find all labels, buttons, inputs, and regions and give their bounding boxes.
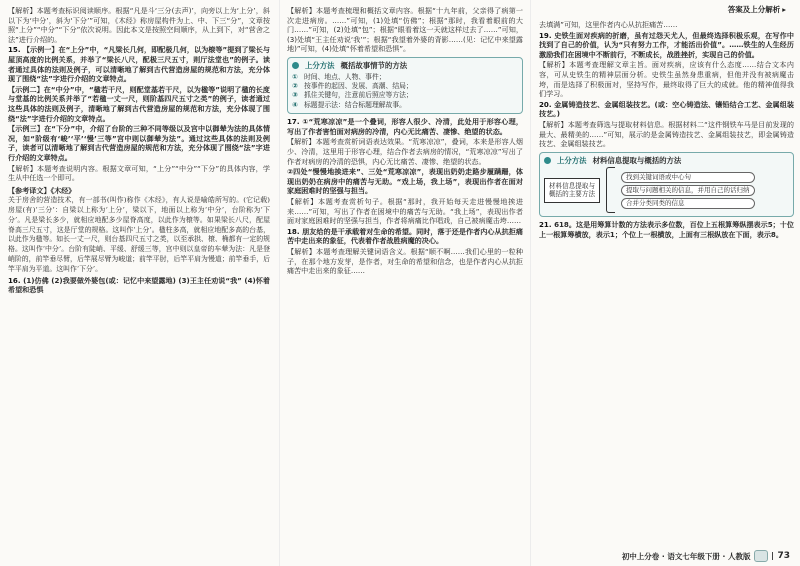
- method-header: [544, 156, 789, 166]
- method-row: [292, 91, 518, 100]
- question-number: 21.: [539, 220, 552, 230]
- method-bullet-icon: [544, 157, 551, 164]
- reference-translation-title: 【参考译文】《木经》: [8, 185, 76, 195]
- diagram-bracket: [606, 167, 615, 213]
- arrow-icon: ▸: [782, 5, 786, 14]
- question-21: [539, 220, 794, 239]
- diagram-item: 提取与问题相关的信息，并用自己的话归纳: [621, 185, 755, 196]
- answer-example-3: 【示例三】在“下分”中，介绍了台阶的三种不同等级以及宫中以御辇为法的具体情况，如“阶级有‘峻’‘平’‘慢’三等”宫中则以御辇为法”。通过这些具体的法则及例子，读者可以清晰地了解到古代营造房屋的规范和方法，充分体现了围绕“法”字进行介绍的文章特点。: [8, 124, 270, 162]
- method-index: ④: [292, 100, 298, 109]
- answer-text: 史铁生面对疾病的折磨，虽有过怨天尤人，但最终选择积极乐观，在写作中找到了自己的价值，认为“只有努力工作，才能活出价值”。……铁生的人生经历激励我们在困境中不断前行，不断成长，战胜挫折，实现自己的价值。: [539, 30, 794, 59]
- question-number: 17.: [287, 117, 300, 127]
- question-15: [8, 45, 270, 83]
- answer-text: 金属铸造技艺、金属组装技艺。(或：空心铸造法、镶铅结合工艺、金属组装技艺。): [539, 99, 794, 119]
- question-number: 18.: [287, 226, 300, 236]
- method-index: ②: [292, 81, 298, 90]
- answer-text: (1)仿佛 (2)我要做外婆包(或：记忆中来望露地) (3)王主任劝说“我” (4)怀着希望和恐惧: [8, 275, 270, 295]
- method-row: [292, 73, 518, 82]
- method-text: 抓住关键句，注意前后照应等方法；: [304, 91, 413, 100]
- method-text: 按事件的起因、发展、高潮、结局；: [304, 81, 413, 90]
- analysis-text: 【解析】本题考查梳理和概括文章内容。根据“十九年前，父亲得了病第一次走进病房。……”可知，(1)处填“仿佛”；根据“那时，我看着眼前的大门……”可知，(2)处填“包”；根据“眼看着这一天就这样过去了……”可知，(3)处填“王主任劝说‘我’”；根据“我望着外婆的背影……(见：记忆中来望露地)”可知，(4)处填“怀着希望和恐惧”。: [287, 6, 523, 54]
- diagram-item: 合并分类同类的信息: [621, 198, 755, 209]
- diagram-items: [621, 172, 755, 209]
- question-number: 20.: [539, 99, 552, 109]
- answer-text: 朋友给的是干承载着对生命的希望。同时，落于还是作者内心从抗拒痛苦中走出来的象征，代表着作者战胜病魔的决心。: [287, 226, 523, 246]
- diagram-root: 材料信息提取与概括的主要方法: [544, 178, 600, 203]
- reference-translation: 关于房舍的营造技术，有一部书(叫作)称作《木经》，有人说是喻皓所写的。(它记载)房屋(有)‘三分’：自梁以上称为‘上分’，梁以下，地面以上称为‘中分’，台阶称为‘下分’。凡是梁长多少，就相应地配多少屋脊高度，以此作为榱等。如果梁长八尺，配屋脊高三尺五寸，这是厅堂的规格。这叫作‘上分’。楹柱多高，就相应地配多高的台基，以此作为楹等。如长一丈一尺，则台基四尺五寸之类，以至承拱、榱、桷都有一定的规格。这叫作‘中分’。台阶有陡峭、平缓、舒缓三等，宫中则以皇帝的车辇为法：凡是登峭阶的，前竿垂尽臂，后竿展尽臂为峻道；前竿平肘，后竿平肩为慢道；前竿垂手，后竿平肩为平道。这叫作‘下分’。: [8, 196, 270, 273]
- column-left: [8, 6, 270, 296]
- question-number: 16.: [8, 275, 21, 285]
- method-subtitle: 材料信息提取与概括的方法: [592, 155, 682, 165]
- column-middle: [287, 6, 523, 277]
- method-index: ①: [292, 72, 298, 81]
- answer-example-1: 【示例一】在“上分”中，“凡梁长几何，即配极几何，以为榱等”提到了梁长与屋顶高度的比例关系，并举了“梁长八尺，配极三尺五寸，则厅法堂也”的例子。读者通过具体的法则及例子，可以清晰地了解到古代营造房屋的规范和方法，充分体现了围绕“法”字进行介绍的文章特点。: [8, 45, 270, 84]
- analysis-text: 【解析】本题考查说明内容。根据文章可知，“上分”“中分”“下分”的具体内容，学生从中任选一个即可。: [8, 163, 270, 183]
- method-text: 时间、地点、人物、事件；: [304, 72, 386, 81]
- method-bullet-icon: [292, 62, 299, 69]
- method-header: [292, 61, 518, 71]
- question-17: [287, 117, 523, 136]
- method-diagram: [544, 167, 789, 213]
- question-16: [8, 276, 270, 295]
- method-title: 上分方法: [557, 155, 587, 165]
- question-19: [539, 31, 794, 60]
- diagram-item: 找到关键词语或中心句: [621, 172, 755, 183]
- method-box: [539, 152, 794, 218]
- page-footer: [622, 550, 790, 562]
- method-text: 标题提示法：结合标题理解故事。: [304, 100, 406, 109]
- page-header: [728, 4, 786, 15]
- book-title: 初中上分卷 · 语文七年级下册 · 人教版: [621, 551, 751, 561]
- method-index: ③: [292, 91, 298, 100]
- question-18: [287, 227, 523, 246]
- analysis-text: 去填满”可知，这里作者内心从抗拒痛苦……: [539, 20, 678, 29]
- page-number: 73: [777, 551, 790, 561]
- analysis-text: 【解析】本题考查标识阅读顺序。根据“凡是斗‘三分(去声)’，向旁以上为‘上分’，斜以下为‘中分’，斜为‘下分’”可知，《木经》称房屋构件为上、中、下三“分”，文章按照“上分”“中分”“下分”依次说明。因此本文是按照空间顺序，从上到下，对“营舍之法”进行介绍的。: [8, 6, 270, 44]
- answer-text: ②四处“慢慢地挨进来”、三处“荒寒凉凉”，表现出奶奶走路步履蹒跚，体现出奶奶在病房中的痛苦与无助。“戏上场，我上场”，表现出作者在面对家庭困难时的坚强与担当。: [287, 167, 523, 196]
- analysis-text: 【解析】本题考查理解文章主旨。面对疾病，应该有什么态度……结合文本内容，可从史铁生的精神层面分析。史铁生虽然身患重病，但他并没有被病魔击垮，而是选择了积极面对，坚持写作，最终取得了巨大的成就。他的精神值得我们学习。: [539, 60, 794, 99]
- answer-example-2: 【示例二】在“中分”中，“楹若干尺，则配堂基若干尺，以为楹等”说明了楹的长度与堂基的比例关系并举了“若楹一丈一尺，则阶基四尺五寸之类”的例子，读者通过这些具体的法则及例子，清晰地了解到古代营造房屋的规范和方法，充分体现了围绕“法”字进行介绍的文章特点。: [8, 84, 270, 123]
- mascot-icon: [754, 550, 768, 562]
- method-subtitle: 概括故事情节的方法: [340, 60, 408, 70]
- answer-text: ①“荒寒凉凉”是一个叠词，形容人很少、冷清，此处用于形容心理，写出了作者害怕面对病房的冷清，内心无比痛苦、凄惨、绝望的状态。: [287, 117, 523, 136]
- method-box: [287, 57, 523, 114]
- column-divider: [530, 0, 531, 566]
- answer-text: 618。这是用筹算计数的方法表示多位数，百位上五根算筹纵摆表示5；十位上一根算筹横放，表示1；个位上一根横放，上面有三根纵放在下面，表示8。: [539, 220, 794, 239]
- question-20: [539, 100, 794, 119]
- footer-divider: [772, 552, 773, 560]
- method-row: [292, 101, 518, 110]
- column-right: [539, 20, 794, 241]
- header-title: 答案及上分解析: [727, 5, 781, 14]
- column-divider: [279, 0, 280, 566]
- question-number: 19.: [539, 30, 552, 40]
- method-title: 上分方法: [305, 60, 335, 70]
- question-number: 15.: [8, 45, 21, 55]
- analysis-text: 【解析】本题考查筛选与提取材料信息。根据材料二“这件钢铁车马是目前发现的最大、最精美的……”可知，展示的是金属铸造技艺、金属组装技艺，即金属铸造技艺、金属组装技艺。: [539, 119, 794, 149]
- analysis-text: 【解析】本题考查赏析句子。根据“那时，我开始每天走进慢慢地挨进来……”可知，写出了作者在困境中的痛苦与无助。“我上场”，表现出作者面对家庭困难时的坚强与担当，作者将病痛比作唱戏，自己被病魔击垮……: [287, 196, 523, 226]
- analysis-text: 【解析】本题考查理解关键词语含义。根据“顺不啊……我们心里的一粒种子，在那个地方发芽，是作者，对生命的希望和信念，也是作者内心从抗拒痛苦中走出来的象征……: [287, 246, 523, 276]
- method-row: [292, 82, 518, 91]
- analysis-text: 【解析】本题考查赏析词语表达效果。“荒寒凉凉”，叠词，本来是形容人烟少、冷清，这里用于形容心理，结合作者去病房的情况，“荒寒凉凉”写出了作者对病房的冷清的恐惧，内心无比痛苦、凄惨、绝望的状态。: [287, 137, 523, 166]
